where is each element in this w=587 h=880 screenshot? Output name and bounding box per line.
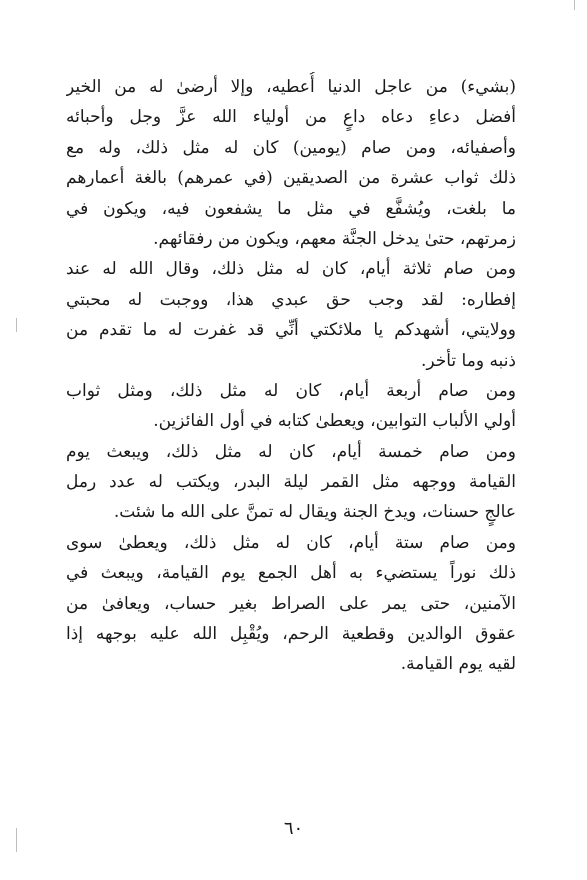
text-line: (بشيء) من عاجل الدنيا أُعطيه، وإلا أرضىٰ له من الخير [66,77,516,97]
margin-mark [16,318,17,332]
paragraph-last-line: لقيه يوم القيامة. [400,654,516,675]
paragraph-last-line: عالجٍ حسنات، ويدخ الجنة ويقال له تمنَّ على الله ما شئت. [113,502,516,523]
page-number: ٦٠ [283,818,304,839]
text-line: ذلك نوراً يستضيء به أهل الجمع يوم القيامة، ويبعث في [66,563,516,584]
text-line: ومن صام ثلاثة أيام، كان له مثل ذلك، وقال الله له عند [66,259,516,280]
text-line: ما بلغت، ويُشفَّع في مثل ما يشفعون فيه، ويكون في [66,198,516,219]
paragraph-last-line: أولي الألباب التوابين، ويعطىٰ كتابه في أول الفائزين. [153,411,516,432]
text-line: عقوق الوالدين وقطعية الرحم، ويُقْبِل الله عليه بوجهه إذا [66,624,516,645]
text-line: وأصفيائه، ومن صام (يومين) كان له مثل ذلك، وله مع [66,137,516,158]
text-line: وولايتي، أشهدكم يا ملائكتي أنِّي قد غفرت له ما تقدم من [66,320,516,341]
text-line: ومن صام خمسة أيام، كان له مثل ذلك، ويبعث يوم [66,441,516,462]
paragraph-last-line: زمرتهم، حتىٰ يدخل الجنَّة معهم، ويكون من رفقائهم. [153,228,516,249]
text-line: ومن صام أربعة أيام، كان له مثل ذلك، ومثل ثواب [66,380,516,401]
text-line: ومن صام ستة أيام، كان له مثل ذلك، ويعطىٰ سوى [66,532,516,553]
body-text [66,72,516,680]
margin-mark [574,0,575,10]
paragraph-last-line: ذنبه وما تأخر. [420,350,516,371]
text-line: أفضل دعاءِ دعاه داعٍ من أولياء الله عزَّ وجل وأحبائه [66,107,516,128]
text-line: الآمنين، حتى يمر على الصراط بغير حساب، ويعافىٰ من [66,593,516,614]
text-line: إفطاره: لقد وجب حق عبدي هذا، ووجبت له محبتي [66,289,516,310]
text-line: القيامة ووجهه مثل القمر ليلة البدر، ويكتب له عدد رمل [66,472,516,493]
text-line: ذلك ثواب عشرة من الصديقين (في عمرهم) بالغة أعمارهم [66,168,516,189]
